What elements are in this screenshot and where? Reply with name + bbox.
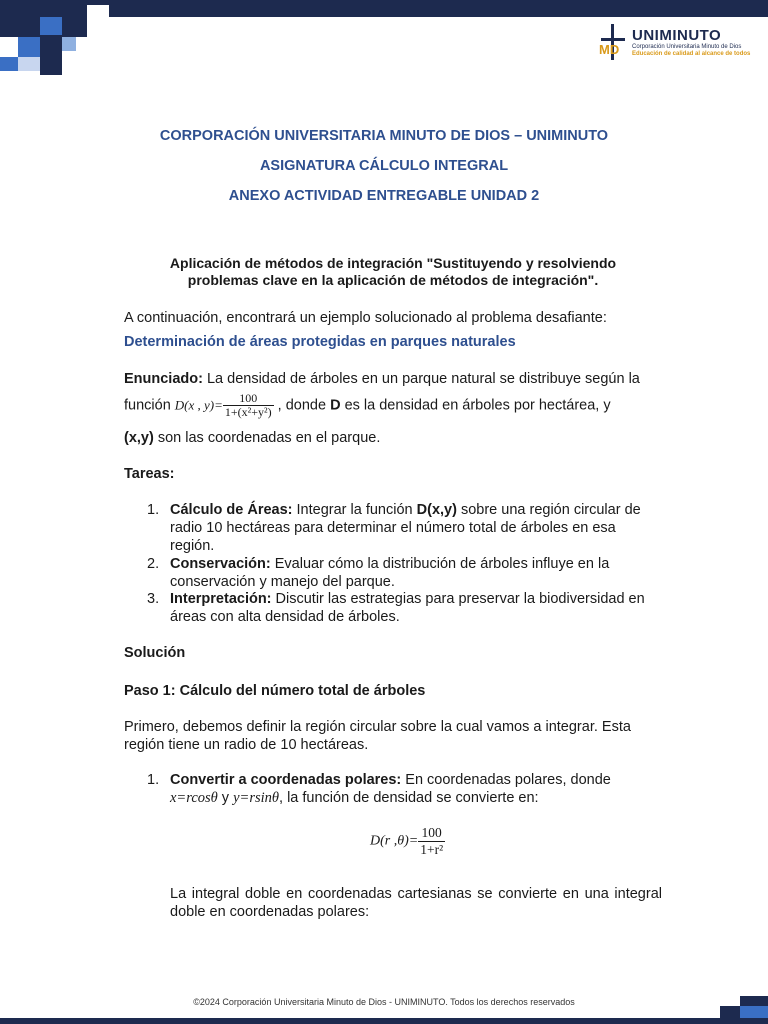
enunciado-text-1: La densidad de árboles en un parque natural se distribuye según la <box>202 371 640 387</box>
task-text-2: sobre una región circular de radio 10 hectáreas para determinar el número total de árboles en esa región. <box>170 502 641 554</box>
enunciado-line-3 <box>124 429 662 447</box>
enunciado-formula-line <box>124 392 662 419</box>
d-label: D <box>330 397 341 414</box>
formula-lhs: D(x , y)= <box>174 397 223 413</box>
intro-text: A continuación, encontrará un ejemplo solucionado al problema desafiante: <box>124 310 607 326</box>
header-line-3: ANEXO ACTIVIDAD ENTREGABLE UNIDAD 2 <box>228 188 540 204</box>
formula-numerator: 100 <box>223 392 274 406</box>
paso1-heading: Paso 1: Cálculo del número total de árboles <box>124 683 426 699</box>
step-label: Convertir a coordenadas polares: <box>170 772 402 788</box>
task-label: Conservación: <box>170 556 271 572</box>
document-title: Aplicación de métodos de integración "Sustituyendo y resolviendo problemas clave en la aplicación de métodos de integración". <box>169 255 617 288</box>
problem-title: Determinación de áreas protegidas en parques naturales <box>124 334 516 350</box>
y-equation: y=rsinθ <box>233 790 280 806</box>
closing-paragraph <box>147 885 662 921</box>
step-text-2: , la función de densidad se convierte en: <box>279 790 539 806</box>
step-connector: y <box>217 790 234 806</box>
logo-name: UNIMINUTO <box>632 27 722 44</box>
formula-denominator: 1+(x²+y²) <box>224 405 272 419</box>
step-item-1 <box>147 771 662 807</box>
uniminuto-logo <box>598 24 758 62</box>
footer-copyright: ©2024 Corporación Universitaria Minuto de Dios - UNIMINUTO. Todos los derechos reservados <box>193 997 575 1007</box>
enunciado-paragraph <box>124 370 662 388</box>
logo-mark-text: MD <box>599 42 620 57</box>
header-line-2: ASIGNATURA CÁLCULO INTEGRAL <box>259 158 509 174</box>
task-label: Interpretación: <box>170 591 272 607</box>
closing-text: La integral doble en coordenadas cartesianas se convierte en una integral doble en coordenadas polares: <box>170 886 662 920</box>
task-number: 2. <box>147 556 160 572</box>
step-text-1: En coordenadas polares, donde <box>401 772 611 788</box>
task-number: 1. <box>147 502 160 518</box>
task-number: 3. <box>147 591 160 607</box>
enunciado-text-3: , donde <box>273 397 331 414</box>
top-banner <box>0 0 768 17</box>
enunciado-label: Enunciado: <box>124 371 203 387</box>
tareas-heading: Tareas: <box>124 466 175 482</box>
polar-numerator: 100 <box>418 825 445 842</box>
logo-slogan: Educación de calidad al alcance de todos <box>632 51 751 57</box>
task-label: Cálculo de Áreas: <box>170 502 293 518</box>
enunciado-text-2: función <box>124 397 175 414</box>
bottom-banner <box>0 1018 768 1024</box>
x-equation: x=rcosθ <box>170 790 218 806</box>
enunciado-text-4: es la densidad en árboles por hectárea, y <box>340 397 611 414</box>
paso1-text: Primero, debemos definir la región circular sobre la cual vamos a integrar. Esta región tiene un radio de 10 hectáreas. <box>124 719 631 753</box>
polar-denominator: 1+r² <box>420 842 444 857</box>
polar-formula-lhs: D(r ,θ)= <box>370 833 419 849</box>
task-formula: D(x,y) <box>416 502 457 518</box>
task-item-1 <box>147 501 662 555</box>
header-line-1: CORPORACIÓN UNIVERSITARIA MINUTO DE DIOS – UNIMINUTO <box>159 128 609 144</box>
solucion-heading: Solución <box>124 645 186 661</box>
logo-subtitle: Corporación Universitaria Minuto de Dios <box>632 44 742 50</box>
task-text: Integrar la función <box>292 502 417 518</box>
task-item-3 <box>147 590 662 626</box>
polar-density-formula <box>370 825 445 858</box>
task-text: Evaluar cómo la distribución de árboles influye en la conservación y manejo del parque. <box>170 556 610 590</box>
md-logo-icon <box>598 24 628 60</box>
task-item-2 <box>147 555 662 591</box>
polar-fraction <box>418 825 445 858</box>
task-text: Discutir las estrategias para preservar la biodiversidad en áreas con alta densidad de árboles. <box>170 591 645 625</box>
step-number: 1. <box>147 772 160 788</box>
density-formula <box>223 392 274 419</box>
xy-label: (x,y) <box>124 430 154 446</box>
enunciado-text-5: son las coordenadas en el parque. <box>153 430 381 446</box>
